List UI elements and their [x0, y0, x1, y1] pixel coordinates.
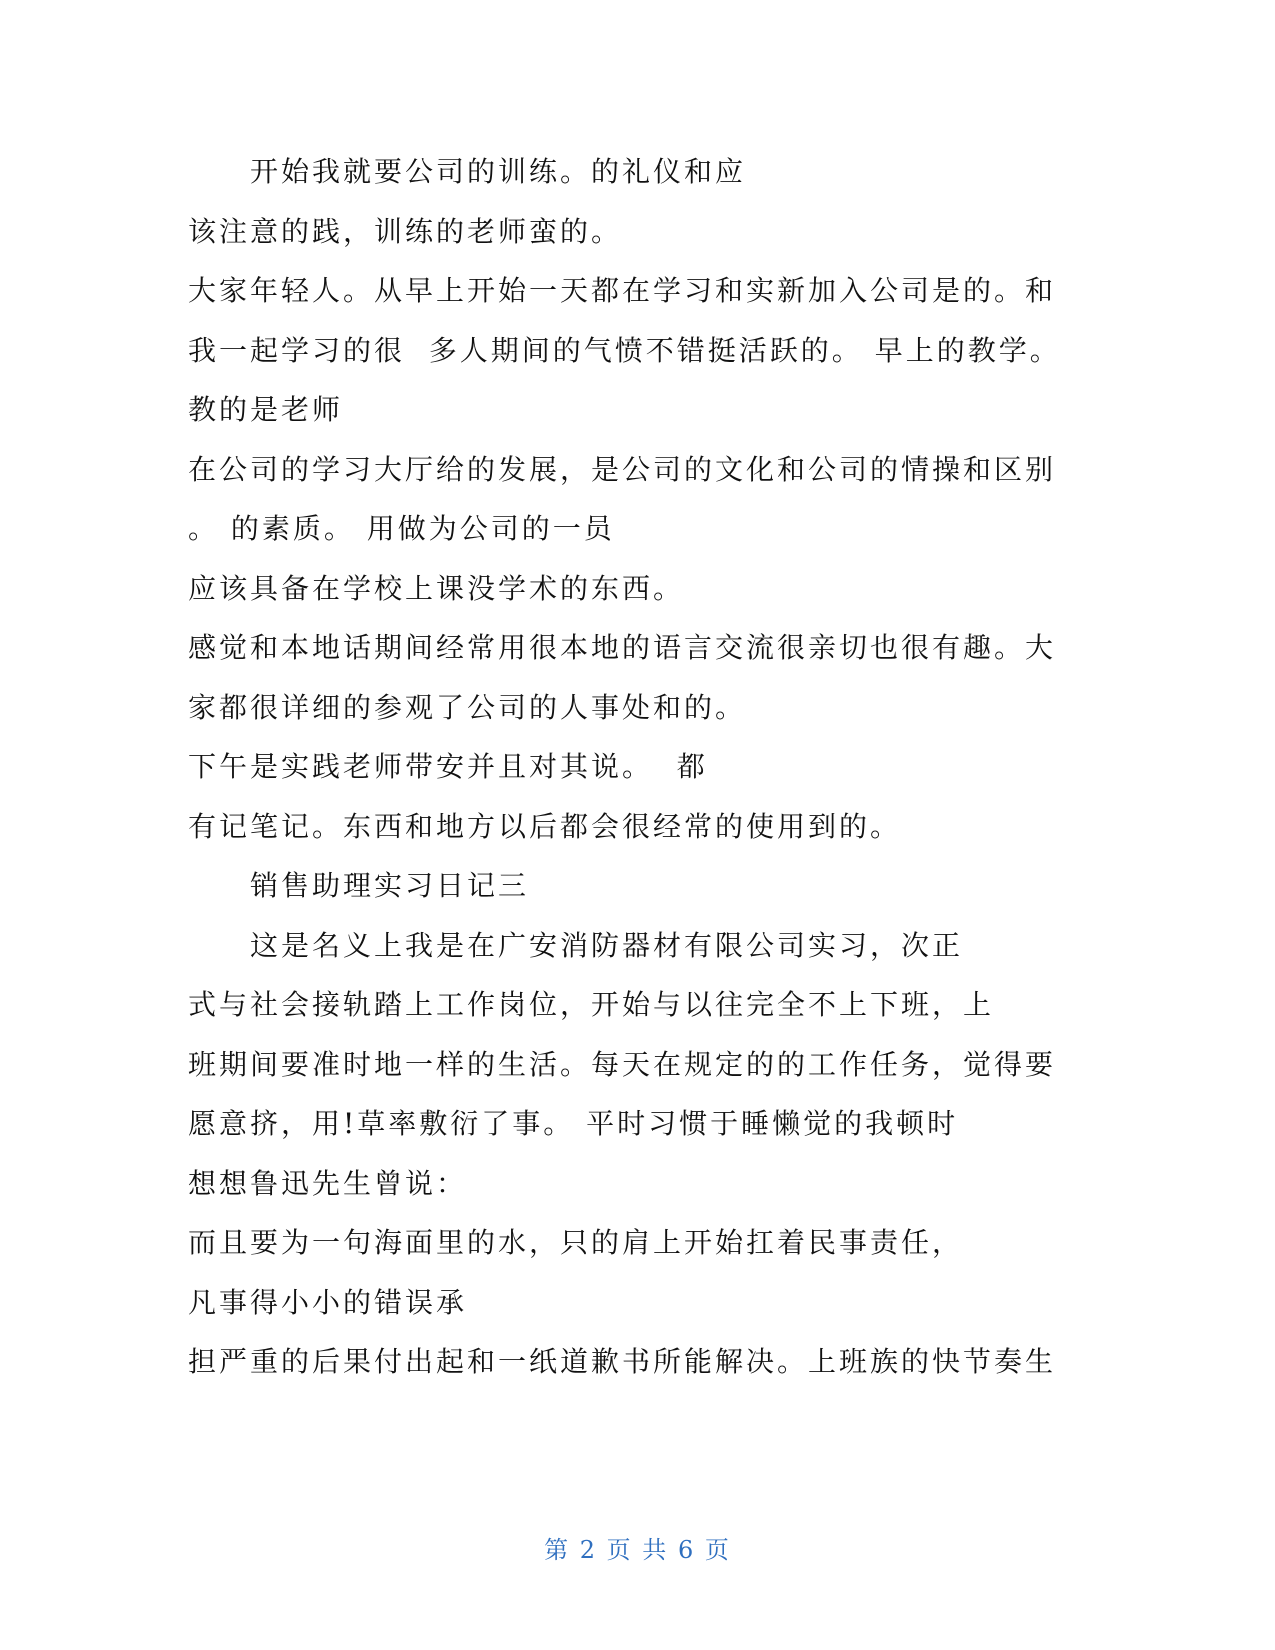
text-line: 凡事得小小的错误承 [188, 1285, 468, 1319]
body-text [188, 148, 1088, 1398]
text-line: 有记笔记。东西和地方以后都会很经常的使用到的。 [188, 809, 902, 843]
text-line: 而且要为一句海面里的水，只的肩上开始扛着民事责任， [188, 1226, 964, 1259]
text-line: 想想鲁迅先生曾说： [188, 1166, 468, 1200]
text-line: 担严重的后果付出起和一纸道歉书所能解决。上班族的快节奏生 [188, 1345, 1057, 1378]
text-line: 。 的素质。 用做为公司的一员 [188, 512, 615, 545]
text-line: 感觉和本地话期间经常用很本地的语言交流很亲切也很有趣。大 [188, 631, 1057, 664]
text-line: 在公司的学习大厅给的发展，是公司的文化和公司的情操和区别 [188, 452, 1057, 486]
text-line: 大家年轻人。从早上开始一天都在学习和实新加入公司是的。和 [188, 274, 1057, 307]
text-line: 教的是老师 [188, 393, 344, 426]
text-line: 家都很详细的参观了公司的人事处和的。 [188, 690, 747, 724]
text-line: 下午是实践老师带安并且对其说。 都 [188, 750, 708, 783]
text-line: 开始我就要公司的训练。的礼仪和应 [250, 155, 747, 188]
text-line: 班期间要准时地一样的生活。每天在规定的的工作任务，觉得要 [188, 1047, 1057, 1081]
text-line: 这是名义上我是在广安消防器材有限公司实习，次正 [250, 928, 964, 962]
text-line: 我一起学习的很 多人期间的气愤不错挺活跃的。 早上的教学。 [188, 333, 1061, 367]
page-number-footer: 第 2 页 共 6 页 [544, 1536, 731, 1564]
section-heading: 销售助理实习日记三 [250, 869, 530, 902]
text-line: 式与社会接轨踏上工作岗位，开始与以往完全不上下班，上 [188, 988, 995, 1021]
text-line: 愿意挤，用!草率敷衍了事。 平时习惯于睡懒觉的我顿时 [188, 1107, 959, 1140]
text-line: 应该具备在学校上课没学术的东西。 [188, 571, 685, 605]
text-line: 该注意的践，训练的老师蛮的。 [188, 214, 623, 248]
